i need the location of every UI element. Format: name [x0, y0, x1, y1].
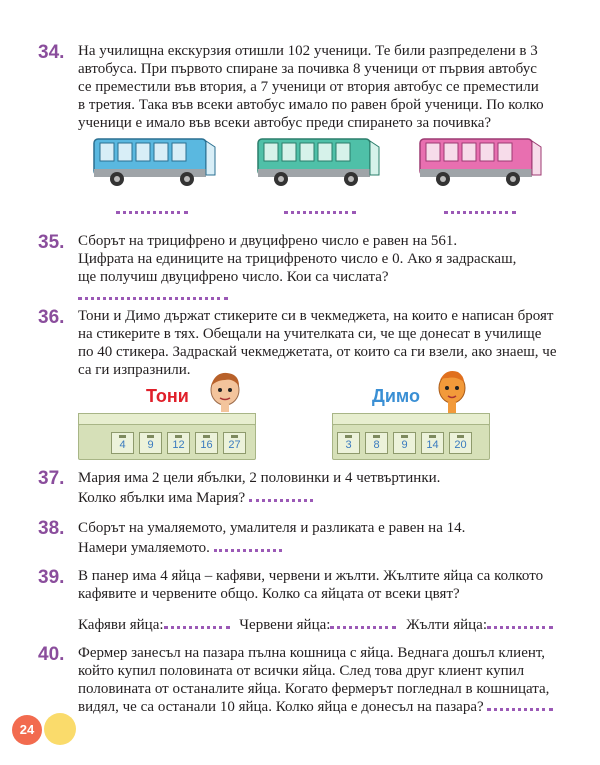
dimo-drawer[interactable]: 8 [365, 432, 388, 454]
toni-drawer[interactable]: 12 [167, 432, 190, 454]
problem-number: 35. [38, 232, 65, 253]
dimo-drawer[interactable]: 14 [421, 432, 444, 454]
dimo-cabinet [332, 424, 490, 460]
toni-drawer[interactable]: 16 [195, 432, 218, 454]
text-line: Фермер занесъл на пазара пълна кошница с яйца. Веднага дошъл клиент, [78, 645, 546, 661]
dimo-drawer[interactable]: 3 [337, 432, 360, 454]
text-line: Сборът на трицифрено и двуцифрено число е равен на 561. [78, 233, 458, 249]
problem-number: 38. [38, 518, 65, 539]
problem-39 [38, 567, 558, 603]
problem-text [78, 232, 558, 286]
question-text: Намери умаляемото. [78, 540, 210, 556]
text-line [78, 698, 558, 716]
brown-eggs-label: Кафяви яйца: [78, 617, 164, 633]
toni-character-image [205, 368, 245, 414]
text-line: Сборът на умаляемото, умалителя и разликата е равен на 14. [78, 520, 466, 536]
problem-34 [38, 42, 558, 132]
answer-blank-40[interactable] [487, 698, 553, 711]
bus-2-image [256, 135, 381, 193]
answer-blank-37[interactable] [249, 489, 313, 502]
problem-35 [38, 232, 558, 286]
problem-text [78, 468, 558, 508]
text-line: автобуса. При първото спиране за почивка 8 ученици от първия автобус [78, 61, 537, 77]
toni-name-label: Тони [146, 386, 189, 406]
problem-36 [38, 307, 558, 379]
text-line [78, 488, 558, 508]
text-line: ученици е имало във всеки автобус преди спирането за почивка? [78, 115, 492, 131]
yellow-eggs-blank[interactable] [487, 616, 553, 629]
toni-drawer[interactable]: 27 [223, 432, 246, 454]
dimo-drawer[interactable]: 9 [393, 432, 416, 454]
text-line: кафявите и червените общо. Колко са яйцата от всеки цвят? [78, 586, 460, 602]
text-line: Мария има 2 цели ябълки, 2 половинки и 4 четвъртинки. [78, 470, 441, 486]
problem-text [78, 307, 558, 379]
text-line: В панер има 4 яйца – кафяви, червени и жълти. Жълтите яйца са колкото [78, 568, 544, 584]
problem-number: 36. [38, 307, 65, 328]
problem-text [78, 567, 558, 603]
dimo-character-image [432, 366, 472, 416]
answer-blank-35[interactable] [78, 287, 228, 300]
red-eggs-blank[interactable] [330, 616, 396, 629]
text-line: Цифрата на единиците на трицифреното число е 0. Ако я задраскаш, [78, 251, 517, 267]
problem-number: 34. [38, 42, 65, 63]
text-line: половината от останалите яйца. Когато фермерът погледнал в кошницата, [78, 681, 550, 697]
question-text: Колко ябълки има Мария? [78, 490, 246, 506]
problem-text [78, 644, 558, 716]
dimo-drawer[interactable]: 20 [449, 432, 472, 454]
text-line [78, 538, 558, 558]
yellow-eggs-label: Жълти яйца: [406, 617, 487, 633]
bus-1-image [92, 135, 217, 193]
answer-blank-bus-2[interactable] [284, 201, 356, 214]
text-line: на стикерите в тях. Обещали на учителката си, че ще донесат в училище [78, 326, 542, 342]
text-line: се преместили във втория, а 7 ученици от втория автобус се преместили [78, 79, 539, 95]
problem-40 [38, 644, 558, 716]
toni-drawer[interactable]: 9 [139, 432, 162, 454]
problem-number: 40. [38, 644, 65, 665]
problem-text [78, 518, 558, 558]
text-line: по 40 стикера. Задраскай чекмеджетата, от които са ги взели, ако знаеш, че [78, 344, 557, 360]
bus-3-image [418, 135, 543, 193]
toni-drawer[interactable]: 4 [111, 432, 134, 454]
page-number: 24 [12, 715, 42, 745]
answer-blank-38[interactable] [214, 539, 282, 552]
problem-number: 39. [38, 567, 65, 588]
text-line: са ги изпразнили. [78, 362, 191, 378]
text-line: На училищна екскурзия отишли 102 ученици. Те били разпределени в 3 [78, 43, 538, 59]
lightbulb-icon [44, 713, 76, 745]
question-text: видял, че са останали 10 яйца. Колко яйца е донесъл на пазара? [78, 699, 484, 715]
answer-blank-bus-3[interactable] [444, 201, 516, 214]
problem-number: 37. [38, 468, 65, 489]
toni-cabinet [78, 424, 256, 460]
problem-37 [38, 468, 558, 508]
problem-text [78, 42, 558, 132]
text-line: в третия. Така във всеки автобус имало по равен брой ученици. По колко [78, 97, 544, 113]
red-eggs-label: Червени яйца: [239, 617, 331, 633]
answer-blank-bus-1[interactable] [116, 201, 188, 214]
problem-38 [38, 518, 558, 558]
egg-answers-row [78, 616, 553, 634]
dimo-name-label: Димо [372, 386, 420, 406]
text-line: ще получиш двуцифрено число. Кои са числата? [78, 269, 389, 285]
text-line: който купил половината от всички яйца. След това друг клиент купил [78, 663, 525, 679]
brown-eggs-blank[interactable] [164, 616, 230, 629]
text-line: Тони и Димо държат стикерите си в чекмеджета, на които е написан броят [78, 308, 554, 324]
